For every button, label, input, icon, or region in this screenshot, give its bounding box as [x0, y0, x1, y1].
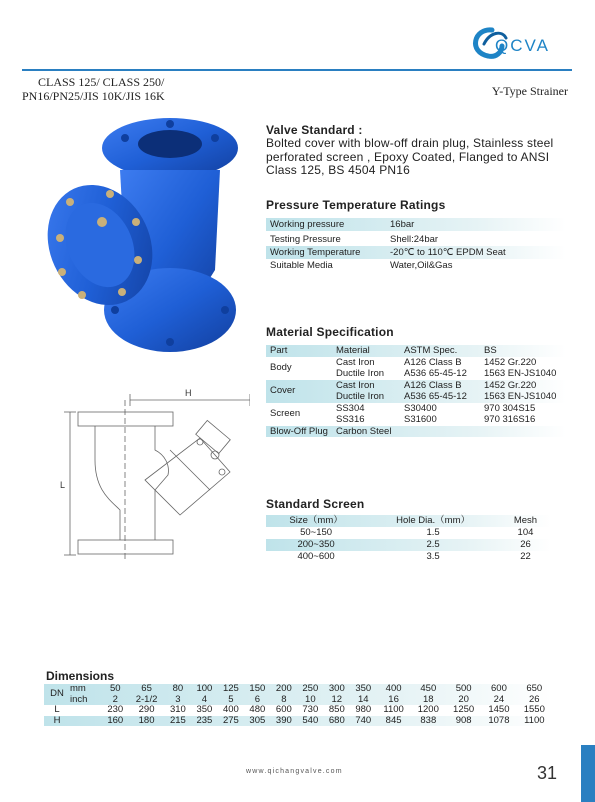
table-row: Cover Cast Iron A126 Class B 1452 Gr.220 — [266, 380, 566, 392]
dim-cell: 480 — [249, 704, 266, 715]
product-title: Y-Type Strainer — [491, 84, 568, 98]
dim-cell: 310 — [169, 704, 186, 715]
material-title: Material Specification — [266, 325, 394, 339]
footer-url: www.qichangvalve.com — [246, 768, 343, 775]
table-row: Suitable Media Water,Oil&Gas — [270, 260, 453, 271]
pressure-title: Pressure Temperature Ratings — [266, 198, 446, 212]
dim-cell: 24 — [493, 693, 505, 705]
dim-cell: 650 — [526, 683, 543, 694]
material-table — [266, 345, 566, 437]
dim-cell: 14 — [358, 693, 369, 705]
table-header-row: Part Material ASTM Spec. BS — [266, 345, 566, 357]
valve-standard-body: Bolted cover with blow-off drain plug, Stainless steel perforated screen , Epoxy Coated, Flanged to ANSI Class 125, BS 4504 PN16 — [266, 136, 554, 177]
dim-cell: 16 — [388, 693, 399, 705]
table-row: inch 2 2-1/2 3 4 5 6 8 10 12 14 16 18 20 24 26 — [44, 695, 552, 706]
dim-cell: 235 — [196, 714, 213, 726]
dim-cell: 980 — [355, 704, 372, 715]
valve-standard-title: Valve Standard : — [266, 123, 363, 137]
dim-cell: 600 — [491, 683, 507, 694]
dim-cell: 500 — [455, 683, 472, 694]
screen-table — [266, 515, 551, 563]
valve-photo — [40, 110, 250, 360]
dim-cell: 290 — [138, 704, 155, 715]
dim-cell: 100 — [196, 683, 213, 694]
dim-cell: 6 — [254, 693, 260, 705]
dim-cell: 160 — [107, 714, 124, 726]
table-row: Ductile Iron A536 65-45-12 1563 EN-JS1040 — [266, 391, 566, 403]
dim-cell: 1550 — [523, 704, 545, 715]
dim-cell: 180 — [138, 714, 155, 726]
dim-cell: 850 — [328, 704, 345, 715]
dimension-drawing — [50, 380, 250, 580]
dim-cell: 1200 — [417, 704, 439, 715]
dim-cell: 230 — [107, 704, 124, 715]
dim-cell: 150 — [249, 683, 266, 694]
dim-cell: 18 — [423, 693, 434, 705]
dim-cell: 400 — [222, 704, 239, 715]
table-row: Working Temperature -20℃ to 110℃ EPDM Seat — [266, 246, 566, 259]
dim-cell: 730 — [302, 704, 319, 715]
drawing-h-label: H — [185, 388, 192, 398]
dim-cell: 80 — [172, 683, 184, 694]
dim-cell: 350 — [196, 704, 213, 715]
header-rule — [22, 69, 572, 71]
dim-cell: 680 — [328, 714, 345, 726]
dim-cell: 450 — [420, 683, 437, 694]
dim-cell: 2 — [112, 693, 118, 705]
table-row: Body Cast Iron A126 Class B 1452 Gr.220 — [270, 356, 537, 374]
dim-cell: 4 — [201, 693, 208, 705]
dim-cell: 390 — [275, 714, 292, 726]
class-line-1: CLASS 125/ CLASS 250/ — [38, 75, 165, 89]
drawing-l-label: L — [60, 480, 66, 490]
table-row: L 230 290 310 350 400 480 600 730 850 980 1100 1200 1250 1450 1550 — [44, 705, 552, 716]
pressure-table — [266, 218, 566, 272]
dim-cell: 1100 — [524, 714, 545, 726]
table-row: DN mm 50 65 80 100 125 150 200 250 300 350 400 450 500 600 650 — [44, 684, 552, 695]
dim-cell: 740 — [355, 714, 372, 726]
class-rating — [22, 75, 165, 103]
dim-cell: 600 — [275, 704, 292, 715]
brand-name: QCVA — [495, 36, 550, 55]
dim-cell: 215 — [169, 714, 186, 726]
dim-cell: 200 — [275, 683, 292, 694]
dimensions-title: Dimensions — [46, 669, 115, 683]
dim-cell: 305 — [249, 714, 266, 726]
dim-cell: 5 — [228, 693, 234, 705]
dim-cell: 300 — [328, 683, 345, 694]
dim-cell: 1100 — [383, 704, 404, 715]
dim-cell: 20 — [458, 693, 469, 705]
dim-cell: 125 — [222, 683, 239, 694]
dim-cell: 1078 — [488, 714, 510, 726]
dim-cell: 12 — [331, 693, 343, 705]
dim-cell: 400 — [385, 683, 402, 694]
dim-cell: 845 — [385, 714, 402, 726]
dim-cell: 8 — [281, 693, 287, 705]
dim-cell: 350 — [355, 683, 372, 694]
dim-cell: 65 — [141, 683, 152, 694]
table-row: Testing Pressure Shell:24bar — [270, 234, 439, 245]
table-row: Screen SS304 S30400 970 304S15 — [270, 402, 536, 420]
table-header-row: Size（mm） Hole Dia.（mm） Mesh — [266, 515, 551, 527]
dim-cell: 1250 — [453, 704, 475, 715]
dim-cell: 275 — [222, 714, 239, 726]
page-number: 31 — [536, 763, 557, 783]
class-line-2: PN16/PN25/JIS 10K/JIS 16K — [22, 89, 165, 103]
dim-cell: 2-1/2 — [135, 693, 158, 705]
dim-cell: 10 — [305, 693, 316, 705]
dim-cell: 250 — [302, 683, 319, 694]
dimensions-table — [44, 684, 552, 726]
dim-cell: 1450 — [488, 704, 510, 715]
table-row: SS316 S31600 970 316S16 — [336, 414, 536, 425]
dim-cell: 838 — [420, 714, 437, 726]
table-row: 50~150 1.5 104 — [300, 527, 534, 538]
table-row: Blow-Off Plug Carbon Steel — [266, 426, 566, 438]
dim-cell: 26 — [529, 693, 540, 705]
dim-cell: 908 — [455, 714, 472, 726]
dim-cell: 3 — [175, 693, 181, 705]
table-row: H 160 180 215 235 275 305 390 540 680 740 845 838 908 1078 1100 — [44, 716, 552, 727]
screen-title: Standard Screen — [266, 497, 365, 511]
dim-cell: 50 — [109, 683, 121, 694]
table-row: 400~600 3.5 22 — [297, 551, 531, 562]
table-row: Working pressure 16bar — [266, 218, 566, 231]
side-accent-bar — [581, 745, 595, 802]
dim-cell: 540 — [302, 714, 319, 726]
table-row: 200~350 2.5 26 — [266, 539, 551, 551]
table-row: Ductile Iron A536 65-45-12 1563 EN-JS1040 — [336, 368, 557, 379]
